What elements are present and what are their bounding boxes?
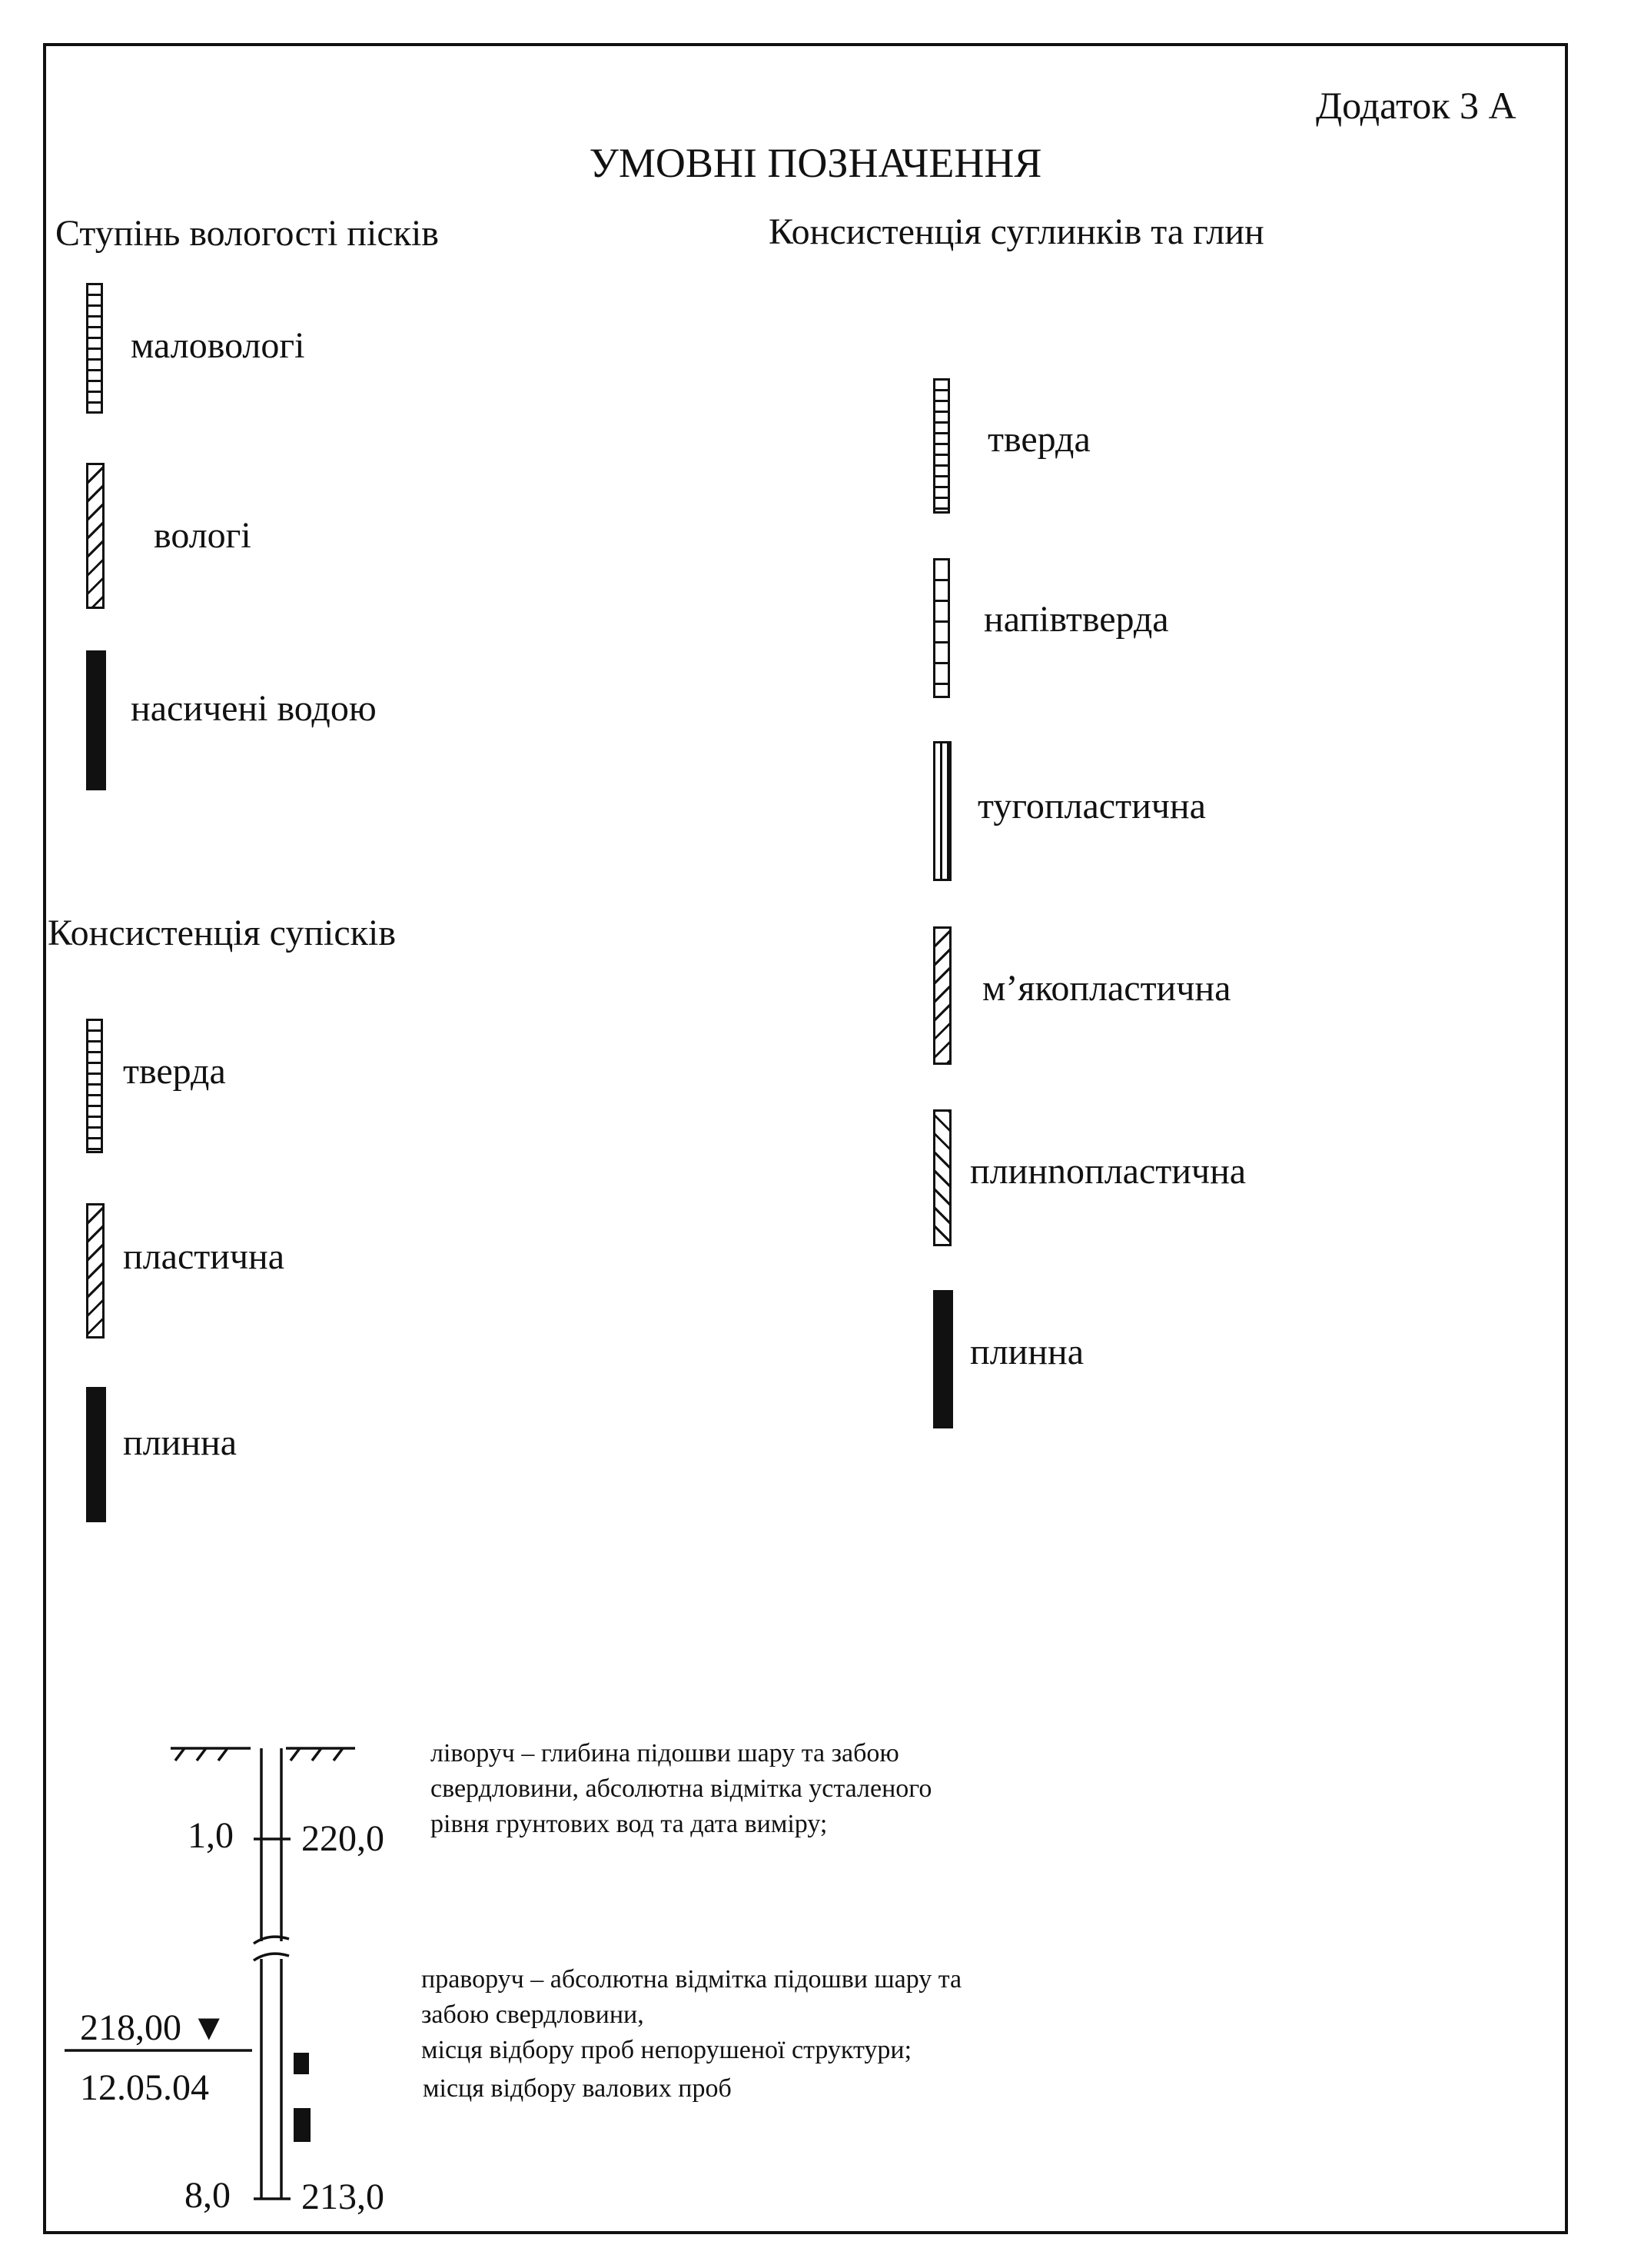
sands-item-label: насичені водою bbox=[131, 688, 377, 729]
loams-clays-item-label: тугопластична bbox=[978, 786, 1206, 826]
undisturbed-sample-marker bbox=[294, 2053, 309, 2074]
note-right-description: праворуч – абсолютна відмітка підошви шару та забою свердловини, bbox=[421, 1965, 962, 2029]
bottom-left-depth: 8,0 bbox=[184, 2175, 231, 2216]
ground-surface-right bbox=[286, 1748, 355, 1761]
sands-heading: Ступінь вологості пісків bbox=[55, 213, 439, 254]
ground-surface-left bbox=[171, 1748, 251, 1761]
page-title: УМОВНІ ПОЗНАЧЕННЯ bbox=[589, 140, 1042, 186]
bulk-sample-marker bbox=[294, 2108, 311, 2142]
loams-clays-item-label: плинна bbox=[970, 1332, 1085, 1372]
sandy-loams-item-label: пластична bbox=[123, 1236, 285, 1277]
water-level-date: 12.05.04 bbox=[80, 2067, 209, 2108]
sandy-loams-item-label: тверда bbox=[123, 1051, 226, 1092]
sands-item-label: маловологі bbox=[131, 325, 305, 366]
water-level-value: 218,00 ▼ bbox=[80, 2007, 228, 2048]
loams-clays-item-label: напівтверда bbox=[984, 599, 1169, 640]
sandy-loams-heading: Консистенція супісків bbox=[48, 913, 396, 953]
note-left-description: ліворуч – глибина підошви шару та забою свердловини, абсолютна відмітка усталеного рівня грунтових вод та дата виміру; bbox=[430, 1739, 932, 1838]
appendix-label: Додаток 3 А bbox=[1316, 84, 1516, 127]
loams-clays-heading: Консистенція суглинків та глин bbox=[769, 211, 1264, 252]
bottom-right-elevation: 213,0 bbox=[301, 2177, 384, 2217]
note-bulk-samples: місця відбору валових проб bbox=[423, 2074, 732, 2103]
sandy-loams-item-label: плинна bbox=[123, 1422, 238, 1463]
break-mark-upper bbox=[254, 1937, 289, 1944]
note-undisturbed-samples: місця відбору проб непорушеної структури; bbox=[421, 2036, 912, 2064]
break-mark-lower bbox=[254, 1954, 289, 1960]
loams-clays-item-label: м’якопластична bbox=[982, 968, 1231, 1009]
top-right-elevation: 220,0 bbox=[301, 1818, 384, 1859]
loams-clays-item-label: тверда bbox=[988, 419, 1091, 460]
sands-item-label: вологі bbox=[154, 515, 251, 556]
loams-clays-item-label: плинnопластична bbox=[970, 1151, 1247, 1192]
top-left-depth: 1,0 bbox=[188, 1815, 234, 1856]
